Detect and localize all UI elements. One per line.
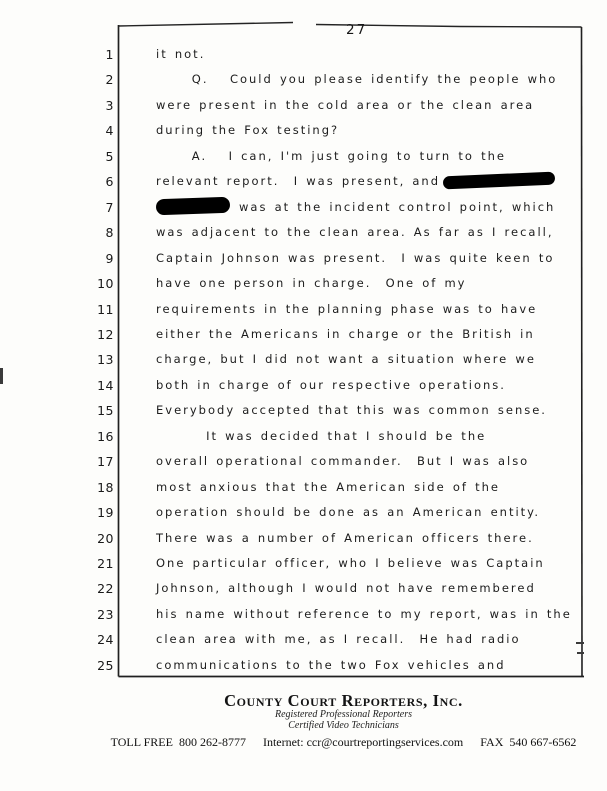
transcript-line [0, 195, 607, 220]
reporter-footer [80, 691, 607, 749]
line-number: 7 [105, 199, 114, 215]
line-number: 22 [97, 581, 114, 597]
line-text: were present in the cold area or the clean area [156, 97, 535, 112]
line-text: overall operational commander. But I was also [156, 454, 530, 469]
page-number: 27 [346, 22, 368, 38]
line-number: 24 [97, 632, 114, 648]
line-text: requirements in the planning phase was to have [156, 301, 538, 316]
line-text: during the Fox testing? [156, 123, 340, 138]
line-text: Captain Johnson was present. I was quite keen to [156, 250, 555, 265]
transcript-line [0, 42, 607, 67]
reporter-contact-line [80, 735, 607, 749]
transcript-line [0, 297, 607, 322]
transcript-line [0, 475, 607, 500]
line-number: 14 [97, 377, 114, 393]
line-text: It was decided that I should be the [156, 428, 487, 443]
line-number: 6 [105, 174, 114, 190]
line-text: have one person in charge. One of my [156, 276, 467, 291]
line-text: clean area with me, as I recall. He had radio [156, 632, 521, 647]
line-number: 11 [97, 301, 114, 317]
line-number: 12 [97, 326, 114, 342]
transcript-line [0, 500, 607, 525]
line-text: Q. Could you please identify the people who [156, 72, 558, 87]
line-number: 15 [97, 403, 114, 419]
line-text: Everybody accepted that this was common sense. [156, 403, 547, 418]
reporter-company-name: County Court Reporters, Inc. [224, 691, 463, 710]
redaction-bar [443, 171, 555, 189]
line-text: relevant report. I was present, and [156, 169, 555, 194]
line-text: One particular officer, who I believe was Captain [156, 556, 545, 570]
line-number: 21 [97, 556, 114, 571]
transcript-line [0, 576, 607, 601]
transcript-line [0, 627, 607, 652]
scan-artifact-right-dash [577, 652, 584, 654]
transcript-line [0, 449, 607, 474]
line-text: There was a number of American officers there. [156, 530, 534, 545]
line-number: 25 [97, 657, 114, 673]
internet-email: Internet: ccr@courtreportingservices.com [262, 735, 464, 749]
line-text: most anxious that the American side of the [156, 479, 500, 494]
line-number: 2 [105, 72, 114, 88]
line-text: was adjacent to the clean area. As far as I recall, [156, 225, 554, 240]
line-text: both in charge of our respective operations. [156, 377, 506, 392]
transcript-line [0, 602, 607, 627]
transcript-line [0, 144, 607, 169]
transcript-line [0, 424, 607, 449]
transcript-line [0, 271, 607, 296]
line-number: 9 [105, 250, 114, 266]
transcript-line [0, 373, 607, 398]
line-number: 18 [97, 479, 114, 495]
line-text: it not. [156, 47, 206, 61]
reporter-tagline-2: Certified Video Technicians [288, 719, 399, 731]
line-text: A. I can, I'm just going to turn to the [156, 148, 506, 163]
line-text: communications to the two Fox vehicles and [156, 657, 506, 672]
redaction-bar [156, 197, 231, 216]
transcript-line [0, 347, 607, 372]
line-text: charge, but I did not want a situation where we [156, 352, 536, 367]
scan-artifact-left-dash [0, 368, 3, 384]
line-number: 20 [97, 530, 114, 546]
line-number: 5 [105, 148, 114, 164]
line-text: operation should be done as an American entity. [156, 505, 540, 520]
transcript-line [0, 93, 607, 118]
transcript-line [0, 246, 607, 271]
transcript-line [0, 551, 607, 576]
line-number: 8 [105, 225, 114, 241]
transcript-line [0, 322, 607, 347]
reporter-tagline-1: Registered Professional Reporters [274, 709, 413, 720]
line-number: 4 [105, 123, 114, 139]
transcript-line [0, 398, 607, 423]
line-number: 3 [105, 97, 114, 113]
transcript-line [0, 169, 607, 194]
line-number: 13 [97, 352, 114, 368]
toll-free-number: TOLL FREE 800 262-8777 [110, 735, 246, 749]
line-text: his name without reference to my report, was in the [156, 606, 572, 621]
line-text: Johnson, although I would not have remembered [156, 581, 536, 596]
scan-artifact-right-dash [576, 642, 584, 644]
line-number: 1 [105, 47, 114, 62]
fax-number: FAX 540 667-6562 [480, 735, 577, 749]
transcript-line [0, 220, 607, 245]
line-number: 17 [97, 454, 114, 470]
line-number: 23 [97, 606, 114, 622]
transcript-line [0, 653, 607, 678]
transcript-line [0, 118, 607, 143]
line-text: was at the incident control point, which [156, 195, 555, 220]
line-number: 19 [97, 505, 114, 521]
transcript-line [0, 526, 607, 551]
line-number: 10 [97, 276, 114, 292]
transcript-line [0, 67, 607, 92]
line-number: 16 [97, 428, 114, 444]
line-text: either the Americans in charge or the British in [156, 326, 535, 341]
